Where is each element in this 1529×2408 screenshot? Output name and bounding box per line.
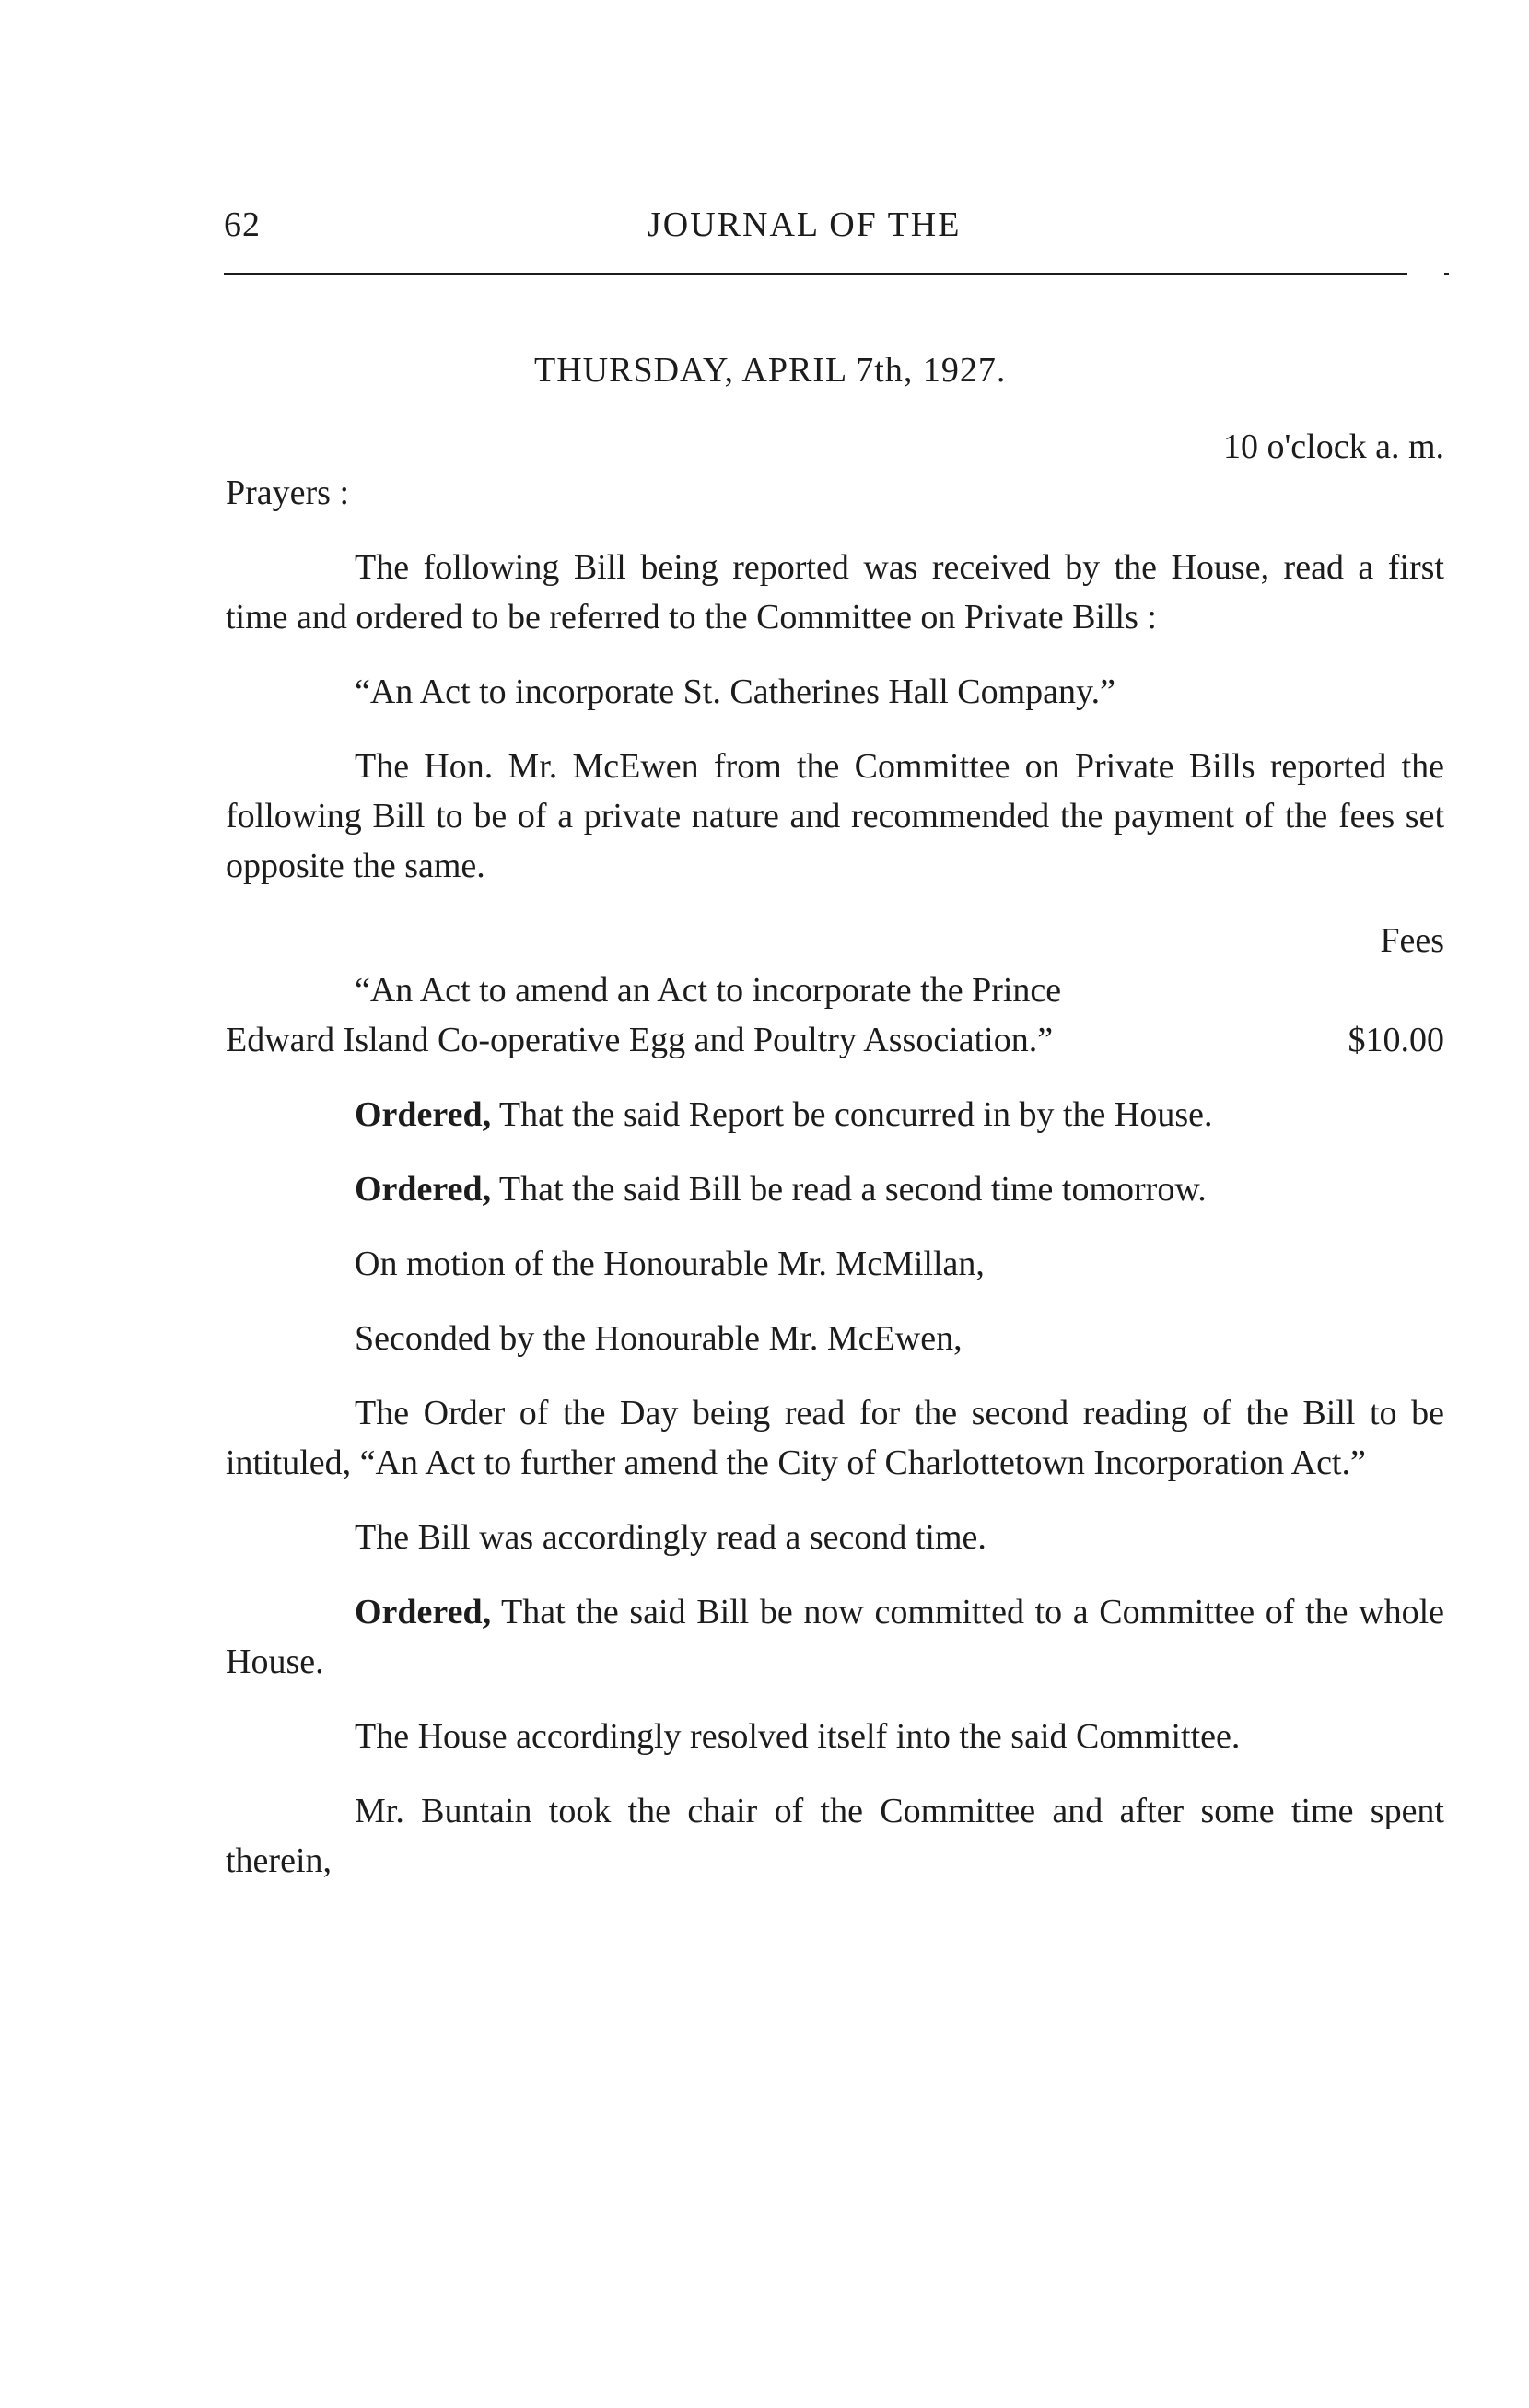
header-rule-gap: [1407, 273, 1444, 275]
paragraph-second-time: The Bill was accordingly read a second time.: [355, 1518, 986, 1557]
bill-title-st-catherines: “An Act to incorporate St. Catherines Hall Company.”: [355, 672, 1115, 711]
fees-bill-title-line1: “An Act to amend an Act to incorporate the Prince: [355, 971, 1062, 1010]
page-number: 62: [224, 205, 261, 244]
fees-column-label: Fees: [1380, 921, 1444, 960]
paragraph-committee-report: The Hon. Mr. McEwen from the Committee on Private Bills reported the following Bill to be of a private nature and recommended the payment of the fees set opposite the same.: [226, 747, 1444, 885]
ordered-label: Ordered,: [355, 1593, 492, 1631]
paragraph-order-of-day: The Order of the Day being read for the second reading of the Bill to be intituled, “An Act to further amend the City of Charlottetown Incorporation Act.”: [226, 1394, 1444, 1482]
running-title: JOURNAL OF THE: [648, 205, 962, 244]
paragraph-resolved: The House accordingly resolved itself into the said Committee.: [355, 1717, 1241, 1756]
fees-bill-entry: [226, 965, 1444, 1065]
sitting-time: 10 o'clock a. m.: [1222, 427, 1444, 466]
ordered-report-text: That the said Report be concurred in by the House.: [491, 1095, 1213, 1134]
paragraph-motion: On motion of the Honourable Mr. McMillan,: [355, 1245, 985, 1283]
prayers-line: Prayers :: [226, 473, 350, 512]
paragraph-ordered-committed: [226, 1587, 1444, 1687]
fees-amount: $10.00: [1348, 1021, 1444, 1059]
paragraph-seconded: Seconded by the Honourable Mr. McEwen,: [355, 1319, 963, 1358]
paragraph-ordered-report: [226, 1090, 1444, 1140]
ordered-committed-text: That the said Bill be now committed to a Committee of the whole House.: [226, 1593, 1444, 1681]
ordered-second-reading-text: That the said Bill be read a second time tomorrow.: [491, 1170, 1207, 1209]
ordered-label: Ordered,: [355, 1170, 492, 1209]
ordered-label: Ordered,: [355, 1095, 492, 1134]
paragraph-bill-received: The following Bill being reported was received by the House, read a first time and ordered to be referred to the Committee on Private Bills :: [226, 548, 1444, 637]
page-header: [224, 205, 1449, 260]
header-rule: [224, 273, 1449, 275]
journal-body: [226, 468, 1444, 1911]
paragraph-chair: Mr. Buntain took the chair of the Committee and after some time spent therein,: [226, 1792, 1444, 1880]
paragraph-ordered-second-reading: [226, 1164, 1444, 1214]
sitting-date: THURSDAY, APRIL 7th, 1927.: [534, 351, 1007, 390]
fees-bill-title-line2: Edward Island Co-operative Egg and Poultry Association.”: [226, 1021, 1054, 1059]
